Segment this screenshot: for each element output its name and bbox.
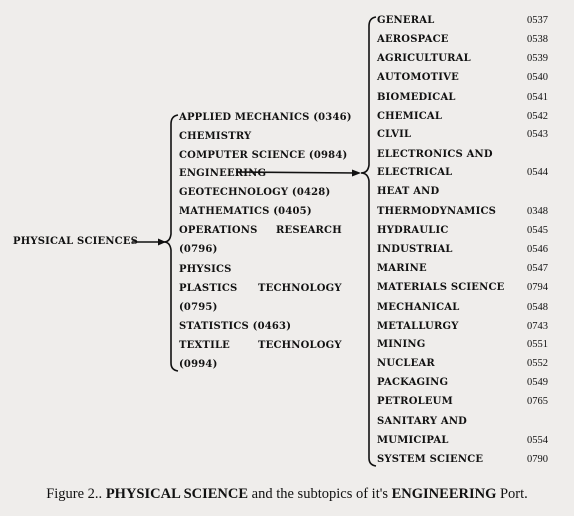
eng-mechanical: MECHANICAL	[377, 302, 460, 313]
physical-sciences-brace	[164, 115, 178, 371]
eng-code: 0542	[527, 111, 548, 122]
engineering-arrow-head	[352, 170, 361, 177]
caption-bold-engineering: ENGINEERING	[391, 486, 497, 502]
eng-code: 0538	[527, 34, 548, 45]
eng-code: 0348	[527, 206, 548, 217]
eng-petroleum: PETROLEUM	[377, 396, 453, 407]
eng-code: 0794	[527, 282, 548, 293]
eng-code: 0549	[527, 377, 548, 388]
subtopic-textile-technology: TEXTILE	[179, 340, 230, 351]
eng-hydraulic: HYDRAULIC	[377, 225, 449, 236]
eng-chemical: CHEMICAL	[377, 111, 443, 122]
subtopic-plastics-technology-code: (0795)	[179, 302, 218, 313]
subtopic-plastics-technology: PLASTICS	[179, 283, 238, 294]
eng-code: 0539	[527, 53, 548, 64]
subtopic-statistics: STATISTICS (0463)	[179, 321, 292, 332]
eng-code: 0537	[527, 15, 548, 26]
eng-nuclear: NUCLEAR	[377, 358, 435, 369]
engineering-brace	[361, 17, 376, 466]
eng-system-science: SYSTEM SCIENCE	[377, 454, 484, 465]
caption-bold-physical-science: PHYSICAL SCIENCE	[105, 486, 249, 502]
eng-general: GENERAL	[377, 15, 435, 26]
eng-code: 0543	[527, 129, 548, 140]
eng-thermodynamics: THERMODYNAMICS	[377, 206, 497, 217]
subtopic-engineering: ENGINEERING	[179, 168, 267, 179]
figure-caption	[0, 486, 574, 503]
eng-materials-science: MATERIALS SCIENCE	[377, 282, 505, 293]
eng-code: 0545	[527, 225, 548, 236]
eng-metallurgy: METALLURGY	[377, 321, 459, 332]
eng-code: 0790	[527, 454, 548, 465]
subtopic-operations-research: OPERATIONS	[179, 225, 258, 236]
eng-municipal: MUMICIPAL	[377, 435, 449, 446]
caption-mid: and the subtopics of it's	[251, 486, 388, 502]
subtopic-geotechnology: GEOTECHNOLOGY (0428)	[179, 187, 331, 198]
subtopic-mathematics: MATHEMATICS (0405)	[179, 206, 312, 217]
eng-code: 0551	[527, 339, 548, 350]
subtopic-computer-science: COMPUTER SCIENCE (0984)	[179, 150, 348, 161]
subtopic-chemistry: CHEMISTRY	[179, 131, 252, 142]
eng-code: 0765	[527, 396, 548, 407]
eng-electronics-and: ELECTRONICS AND	[377, 149, 493, 160]
eng-code: 0547	[527, 263, 548, 274]
eng-heat-and: HEAT AND	[377, 186, 440, 197]
eng-code: 0554	[527, 435, 548, 446]
eng-agricultural: AGRICULTURAL	[377, 53, 471, 64]
eng-code: 0743	[527, 321, 548, 332]
eng-marine: MARINE	[377, 263, 427, 274]
caption-tail: Port.	[499, 486, 528, 502]
eng-code: 0546	[527, 244, 548, 255]
eng-biomedical: BIOMEDICAL	[377, 92, 456, 103]
caption-lead: Figure 2..	[46, 486, 103, 502]
subtopic-plastics-technology-right: TECHNOLOGY	[258, 283, 342, 294]
subtopic-physics: PHYSICS	[179, 264, 232, 275]
eng-sanitary-and: SANITARY AND	[377, 416, 468, 427]
subtopic-textile-technology-right: TECHNOLOGY	[258, 340, 342, 351]
eng-code: 0552	[527, 358, 548, 369]
root-node-physical-sciences: PHYSICAL SCIENCES	[13, 236, 139, 247]
subtopic-textile-technology-code: (0994)	[179, 359, 218, 370]
eng-electrical: ELECTRICAL	[377, 167, 453, 178]
subtopic-applied-mechanics: APPLIED MECHANICS (0346)	[179, 112, 352, 123]
eng-code: 0541	[527, 92, 548, 103]
eng-code: 0548	[527, 302, 548, 313]
eng-mining: MINING	[377, 339, 426, 350]
eng-civil: CLVIL	[377, 129, 412, 140]
eng-aerospace: AEROSPACE	[377, 34, 449, 45]
subtopic-operations-research-right: RESEARCH	[276, 225, 342, 236]
subtopic-operations-research-code: (0796)	[179, 244, 218, 255]
eng-code: 0544	[527, 167, 548, 178]
eng-industrial: INDUSTRIAL	[377, 244, 453, 255]
eng-packaging: PACKAGING	[377, 377, 449, 388]
eng-automotive: AUTOMOTIVE	[377, 72, 459, 83]
eng-code: 0540	[527, 72, 548, 83]
